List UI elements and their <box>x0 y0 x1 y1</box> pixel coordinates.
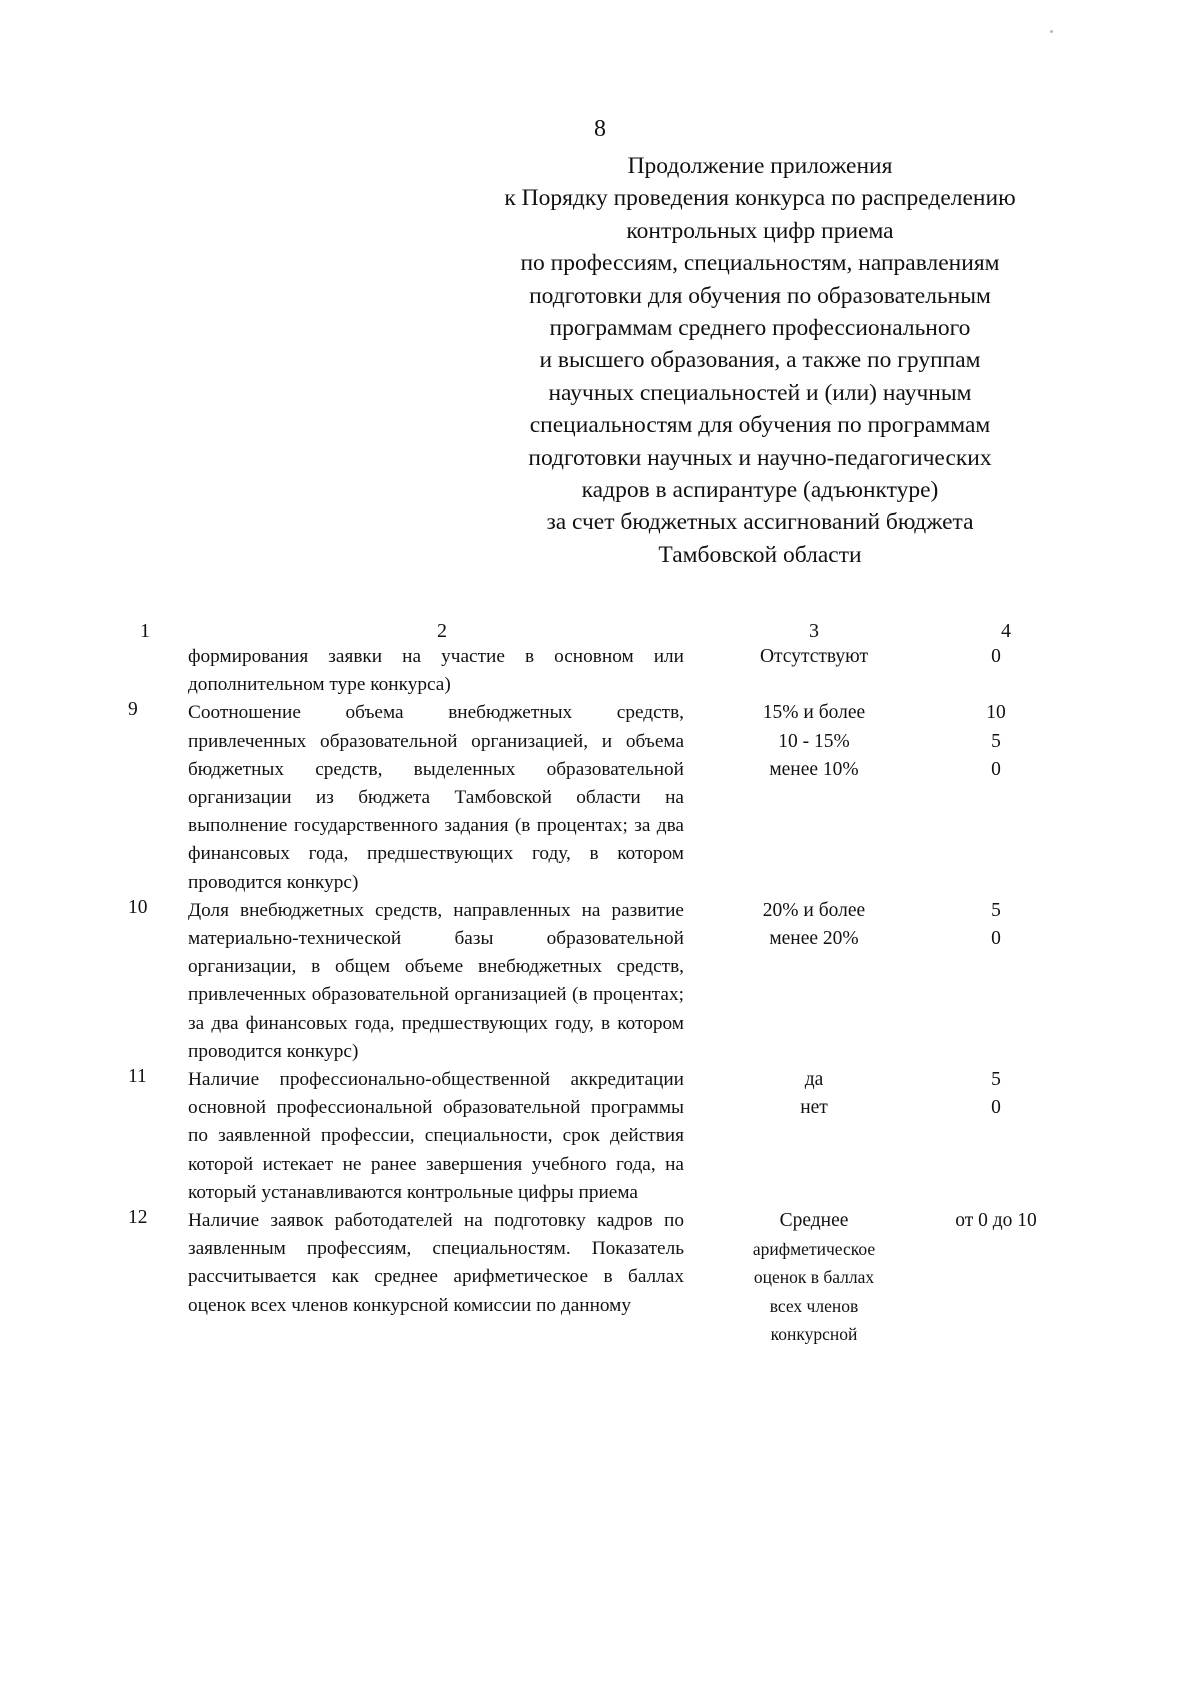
criterion-value: 15% и более <box>762 702 866 724</box>
table-row <box>120 1207 1080 1348</box>
column-number: 1 <box>140 620 150 642</box>
header-line: Тамбовской области <box>658 541 862 568</box>
header-line: кадров в аспирантуре (адъюнктуре) <box>581 477 939 504</box>
header-line: и высшего образования, а также по группам <box>539 347 981 374</box>
points-value: 0 <box>991 646 1001 667</box>
header-line: научных специальностей и (или) научным <box>548 379 972 406</box>
row-number: 10 <box>128 896 148 918</box>
header-line: подготовки научных и научно-педагогических <box>528 444 992 471</box>
points-value: 5 <box>991 899 1001 921</box>
criterion-text: Наличие профессионально-общественной аккредитации основной профессиональной образовательной программы по заявленной профессии, специальности, срок действия которой истекает не ранее завершения учебного года, на который устанавливаются контрольные цифры приема <box>188 1069 684 1203</box>
header-line: специальностям для обучения по программам <box>529 412 991 439</box>
header-line: за счет бюджетных ассигнований бюджета <box>546 509 974 536</box>
page-number: 8 <box>594 116 606 142</box>
criterion-values <box>696 1066 932 1207</box>
criterion-value: оценок в баллах <box>753 1267 875 1288</box>
criterion-value: арифметическое <box>752 1239 876 1260</box>
points-values <box>932 699 1080 896</box>
criterion-text: Соотношение объема внебюджетных средств, привлеченных образовательной организацией, и объема бюджетных средств, выделенных образовательной организации из бюджета Тамбовской области на выполнение государственного задания (в процентах; за два финансовых года, предшествующих году, в котором проводится конкурс) <box>188 702 684 893</box>
criterion-value: менее 20% <box>769 928 859 950</box>
criterion-value: 10 - 15% <box>778 730 850 752</box>
points-values <box>932 1207 1080 1348</box>
criteria-table <box>120 620 1080 1348</box>
scan-speck <box>1050 30 1053 33</box>
criterion-value: менее 10% <box>769 758 859 780</box>
points-value: 0 <box>991 1097 1001 1119</box>
appendix-header <box>430 150 1090 571</box>
points-values <box>932 1066 1080 1207</box>
criterion-values <box>696 643 932 699</box>
criterion-value: 20% и более <box>762 899 866 921</box>
criterion-value: Отсутствуют <box>759 646 869 667</box>
header-line: программам среднего профессионального <box>549 315 971 342</box>
points-value: 5 <box>991 730 1001 752</box>
header-line: контрольных цифр приема <box>626 217 894 244</box>
header-line: к Порядку проведения конкурса по распределению <box>504 185 1016 212</box>
table-row <box>120 699 1080 896</box>
points-value: 5 <box>991 1069 1001 1091</box>
row-number: 9 <box>128 699 138 721</box>
header-line: подготовки для обучения по образовательным <box>529 282 991 309</box>
table-row <box>120 897 1080 1066</box>
criterion-text: Доля внебюджетных средств, направленных на развитие материально-технической базы образовательной организации, в общем объеме внебюджетных средств, привлеченных образовательной организацией (в процентах; за два финансовых года, предшествующих году, в котором проводится конкурс) <box>188 899 684 1062</box>
points-values <box>932 643 1080 699</box>
criterion-text: формирования заявки на участие в основном или дополнительном туре конкурса) <box>188 646 684 696</box>
points-value: 10 <box>986 702 1006 724</box>
criterion-values <box>696 699 932 896</box>
criterion-value: Среднее <box>779 1210 849 1232</box>
table-row <box>120 643 1080 699</box>
criterion-value: конкурсной <box>770 1323 858 1344</box>
row-number: 12 <box>128 1207 148 1229</box>
criterion-value: да <box>804 1069 824 1091</box>
column-number: 2 <box>437 620 447 642</box>
points-values <box>932 897 1080 1066</box>
criterion-values <box>696 897 932 1066</box>
column-number-row <box>120 620 1080 643</box>
header-line: по профессиям, специальностям, направлениям <box>520 250 1000 277</box>
points-value: 0 <box>991 928 1001 950</box>
column-number: 4 <box>1001 620 1011 642</box>
table-row <box>120 1066 1080 1207</box>
row-number <box>120 643 188 699</box>
criterion-value: всех членов <box>769 1295 859 1316</box>
row-number: 11 <box>128 1066 147 1088</box>
criterion-text: Наличие заявок работодателей на подготовку кадров по заявленным профессиям, специальностям. Показатель рассчитывается как среднее арифметическое в баллах оценок всех членов конкурсной комиссии по данному <box>188 1210 684 1316</box>
criterion-values <box>696 1207 932 1348</box>
points-value: 0 <box>991 758 1001 780</box>
criterion-value: нет <box>800 1097 828 1119</box>
column-number: 3 <box>809 620 819 642</box>
points-value: от 0 до 10 <box>955 1210 1037 1232</box>
header-line: Продолжение приложения <box>627 153 893 179</box>
